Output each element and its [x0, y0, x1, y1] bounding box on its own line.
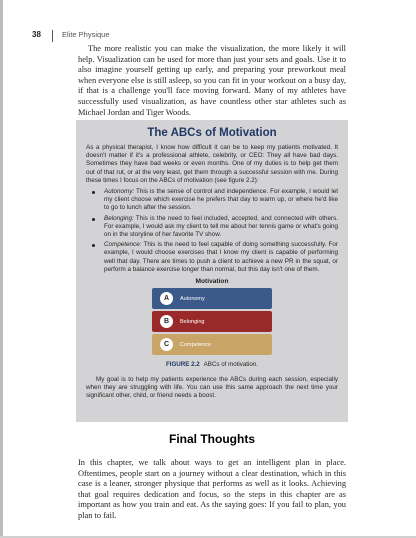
- header-divider: [52, 30, 53, 42]
- figure-label: FIGURE 2.2: [165, 361, 200, 369]
- bar-label: Autonomy: [180, 295, 205, 302]
- bullet-term: Autonomy:: [104, 188, 135, 196]
- intro-paragraph: The more realistic you can make the visualization, the more likely it will help. Visualization can be used for more than just your sets and goals. Use it to also imagine yourself getting up early, and preparing your preworkout meal when everyone else is still asleep, so you can fit in your workout on a busy day, if that is a challenge you'll face moving forward. Many of my athletes have successfully used visualization, as have countless other star athletes such as Michael Jordan and Tiger Woods.: [78, 44, 346, 117]
- sidebar-closing: My goal is to help my patients experience the ABCs during each session, especially when they are struggling with life. You can use this same approach the next time your significant other, child, or friend needs a boost.: [86, 376, 338, 400]
- bar-label: Belonging: [180, 318, 205, 325]
- bullet-icon: [92, 191, 95, 194]
- figure-title: Motivation: [195, 278, 229, 286]
- list-item: [86, 188, 338, 213]
- section-heading: Final Thoughts: [169, 432, 255, 446]
- sidebar-paragraph: As a physical therapist, I know how difficult it can be to keep my patients motivated. It doesn't matter if it's a professional athlete, celebrity, or CEO: They all have bad days. Sometimes they have bad weeks or even months. One of my duties is to help get them out of that rut, or at the very least, get them through a successful session with me. During these times I focus on the ABCs of motivation (see figure 2.2):: [86, 144, 338, 184]
- figure-caption: [86, 361, 338, 368]
- page-number: 38: [32, 30, 41, 39]
- running-head: Elite Physique: [62, 30, 110, 39]
- list-item: [86, 215, 338, 240]
- bullet-icon: [92, 218, 95, 221]
- motivation-sidebar: [76, 120, 348, 422]
- letter-a-badge: A: [160, 292, 173, 305]
- bullet-text: This is the sense of control and independence. For example, I would let my client choose which exercise he prefers that day to warm up, or where he'd like to go to lunch after the session.: [104, 188, 338, 212]
- page-edge: [0, 0, 3, 538]
- bullet-icon: [92, 244, 95, 247]
- bullet-term: Competence:: [104, 241, 142, 249]
- letter-c-badge: C: [160, 338, 173, 351]
- bullet-text: This is the need to feel capable of doing something successfully. For example, I would choose exercises that I know my client is capable of performing well that day. There are times to push a client to achieve a new PR in the squat, or perform a balance exercise longer than normal, but this day isn't one of them.: [104, 241, 338, 273]
- sidebar-title: The ABCs of Motivation: [147, 127, 277, 139]
- bullet-text: This is the need to feel included, accepted, and connected with others. For example, I would ask my client to tell me about her tennis game or what's going on in the storyline of her favorite TV show.: [104, 214, 338, 239]
- bar-label: Competence: [180, 341, 212, 348]
- bullet-term: Belonging:: [104, 214, 134, 222]
- belonging-bar: [152, 311, 272, 332]
- list-item: [86, 241, 338, 274]
- abc-list: [86, 188, 338, 274]
- autonomy-bar: [152, 288, 272, 309]
- figure-caption-text: ABCs of motivation.: [203, 361, 259, 369]
- motivation-figure: [152, 278, 272, 355]
- section-paragraph: In this chapter, we talk about ways to get an intelligent plan in place. Oftentimes, people start on a journey without a clear destination, which in this case is a leaner, stronger physique that performs as well as it looks. Achieving that goal requires dedication and focus, so the steps in this chapter are as important as how you train and eat. As the saying goes: If you fail to plan, you plan to fail.: [78, 458, 346, 520]
- letter-b-badge: B: [160, 315, 173, 328]
- competence-bar: [152, 334, 272, 355]
